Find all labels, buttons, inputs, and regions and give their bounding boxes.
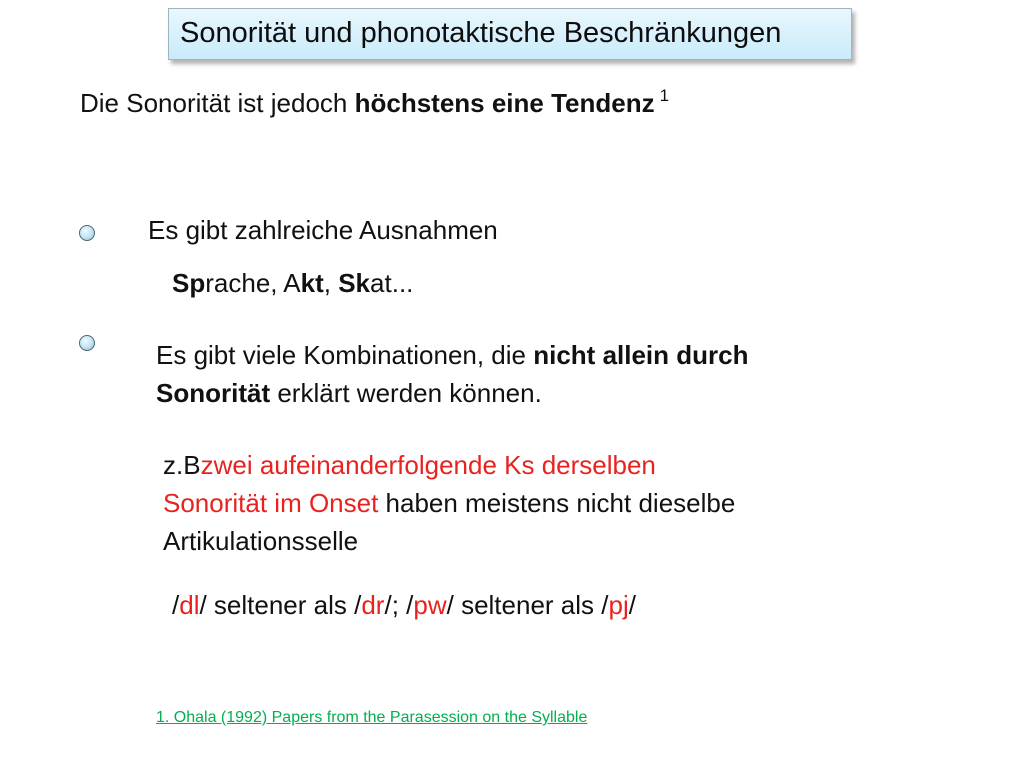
example-l2-rest: haben meistens nicht dieselbe <box>378 488 736 518</box>
subtitle <box>80 86 669 119</box>
cluster-line <box>172 590 636 621</box>
ex-skat-rest: at... <box>370 268 414 298</box>
footnote-link[interactable]: 1. Ohala (1992) Papers from the Parasession on the Syllable <box>156 709 588 726</box>
bullet2-l1-prefix: Es gibt viele Kombinationen, die <box>156 340 534 370</box>
ex-akt-pre: A <box>283 268 301 298</box>
cluster-slash: / <box>628 590 636 620</box>
cluster-text: / seltener als / <box>199 590 362 620</box>
bullet-icon <box>79 225 95 241</box>
bullet2-l2-rest: erklärt werden können. <box>270 378 542 408</box>
ex-akt-rest: , <box>323 268 339 298</box>
cluster-pw: pw <box>413 590 447 620</box>
cluster-text: / seltener als / <box>446 590 609 620</box>
example-block <box>163 446 735 560</box>
bullet2-l2-bold: Sonorität <box>156 378 271 408</box>
cluster-dr: dr <box>361 590 385 620</box>
subtitle-bold: höchstens eine Tendenz <box>354 88 655 118</box>
subtitle-prefix: Die Sonorität ist jedoch <box>80 88 355 118</box>
slide-title: Sonorität und phonotaktische Beschränkungen <box>180 17 782 49</box>
cluster-pj: pj <box>608 590 629 620</box>
footnote-marker: 1 <box>659 86 670 105</box>
example-l3: Artikulationsselle <box>163 526 359 556</box>
example-l1-red: zwei aufeinanderfolgende Ks derselben <box>200 450 656 480</box>
example-l1-pre: z.B <box>163 450 201 480</box>
cluster-slash: / <box>172 590 180 620</box>
bullet2-text <box>156 336 748 412</box>
bullet2-l1-bold: nicht allein durch <box>533 340 749 370</box>
bullet1-examples <box>172 268 413 299</box>
bullet1-text: Es gibt zahlreiche Ausnahmen <box>148 215 498 245</box>
bullet-icon <box>79 335 95 351</box>
ex-sprache-bold: Sp <box>172 268 206 298</box>
ex-skat-bold: Sk <box>338 268 371 298</box>
example-l2-red: Sonorität im Onset <box>163 488 379 518</box>
cluster-text: /; / <box>384 590 414 620</box>
cluster-dl: dl <box>179 590 200 620</box>
ex-sprache-rest: rache, <box>205 268 284 298</box>
ex-akt-bold: kt <box>300 268 324 298</box>
